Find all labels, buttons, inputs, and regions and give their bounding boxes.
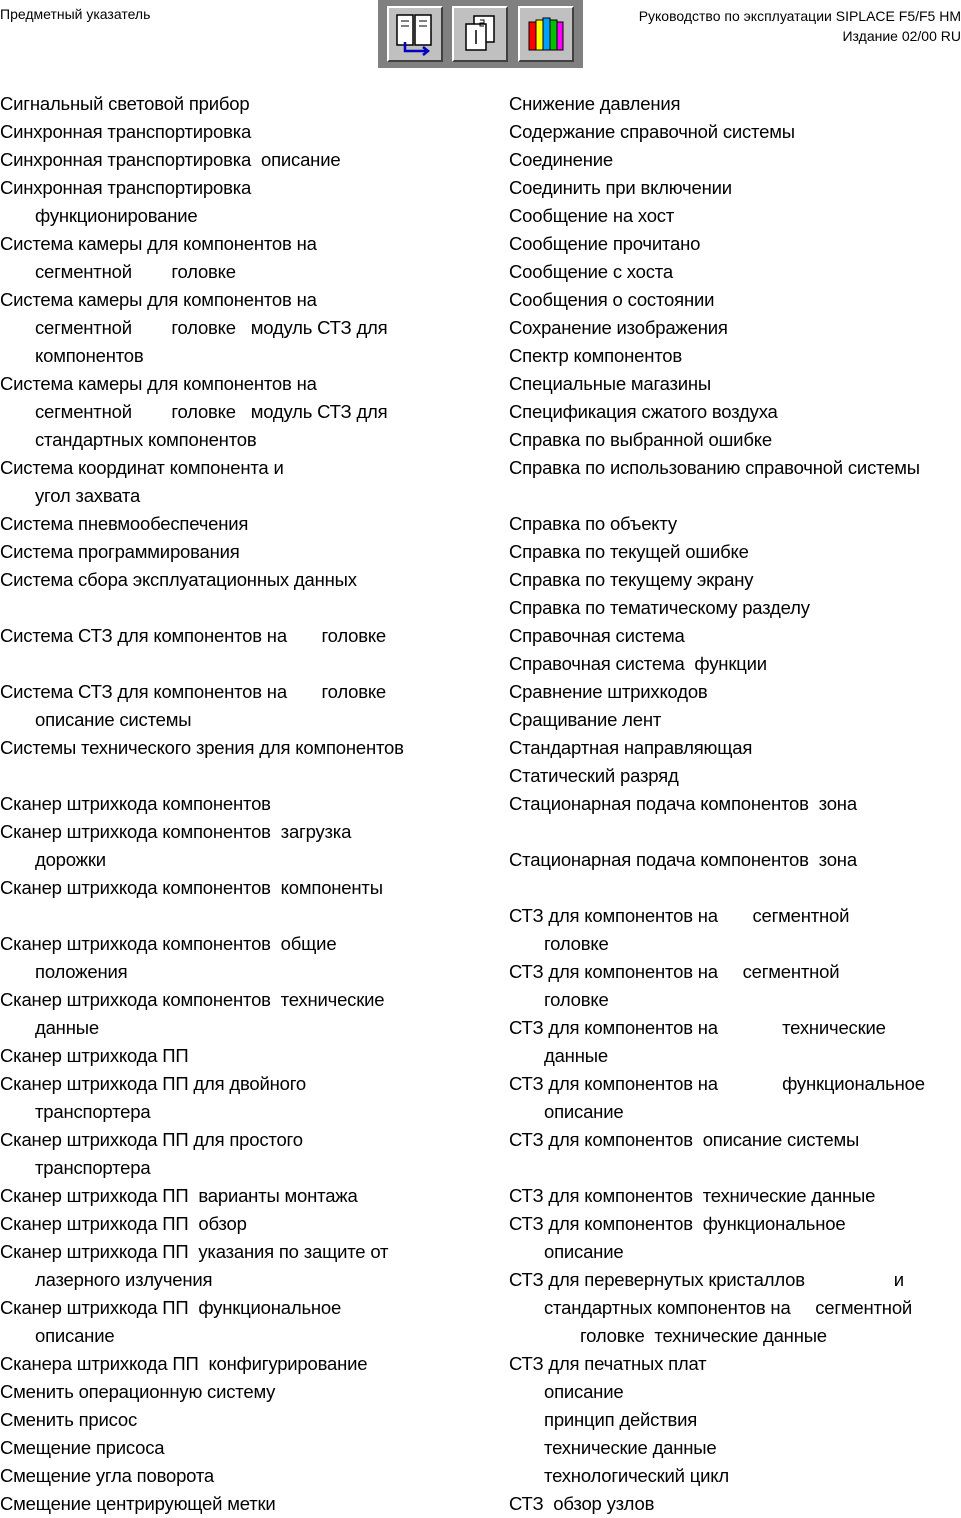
- index-entry[interactable]: Специальные магазины: [509, 373, 712, 394]
- pages-button[interactable]: [452, 6, 508, 62]
- index-entry[interactable]: Сканер штрихкода ПП: [0, 1045, 189, 1066]
- index-entry[interactable]: описание: [544, 1381, 624, 1402]
- index-entry[interactable]: головке: [544, 933, 609, 954]
- index-entry[interactable]: Сканер штрихкода ПП указания по защите от: [0, 1241, 389, 1262]
- index-entry[interactable]: Стандартная направляющая: [509, 737, 753, 758]
- index-entry[interactable]: Статический разряд: [509, 765, 679, 786]
- pages-icon: [458, 12, 502, 56]
- index-entry[interactable]: Система программирования: [0, 541, 240, 562]
- index-entry: [0, 594, 470, 622]
- index-entry[interactable]: Справочная система: [509, 625, 685, 646]
- index-entry[interactable]: положения: [35, 961, 128, 982]
- product-name: SIPLACE F5/F5 HM: [835, 8, 961, 24]
- index-entry[interactable]: Спецификация сжатого воздуха: [509, 401, 778, 422]
- index-entry[interactable]: Сканер штрихкода компонентов общие: [0, 933, 337, 954]
- index-entry[interactable]: Система камеры для компонентов на: [0, 233, 317, 254]
- index-entry[interactable]: Система СТЗ для компонентов на головке: [0, 681, 387, 702]
- index-entry[interactable]: Сканер штрихкода ПП для простого: [0, 1129, 303, 1150]
- index-entry: [0, 650, 470, 678]
- index-entry[interactable]: Снижение давления: [509, 93, 681, 114]
- index-entry[interactable]: Сменить операционную систему: [0, 1381, 276, 1402]
- index-entry[interactable]: Стационарная подача компонентов зона: [509, 793, 857, 814]
- index-entry[interactable]: СТЗ для перевернутых кристаллов и: [509, 1269, 904, 1290]
- index-entry[interactable]: СТЗ для компонентов на функциональное: [509, 1073, 925, 1094]
- index-entry[interactable]: описание: [544, 1101, 624, 1122]
- index-entry[interactable]: Система камеры для компонентов на: [0, 373, 317, 394]
- index-entry[interactable]: Система координат компонента и: [0, 457, 284, 478]
- index-entry[interactable]: Стационарная подача компонентов зона: [509, 849, 857, 870]
- index-entry[interactable]: головке технические данные: [580, 1325, 827, 1346]
- index-entry[interactable]: транспортера: [35, 1157, 151, 1178]
- index-entry[interactable]: СТЗ для печатных плат: [509, 1353, 707, 1374]
- index-entry: [509, 482, 961, 510]
- manual-title: Руководство по эксплуатации: [638, 8, 832, 24]
- index-title: Предметный указатель: [0, 6, 151, 22]
- index-entry[interactable]: Система камеры для компонентов на: [0, 289, 317, 310]
- index-entry[interactable]: Сравнение штрихкодов: [509, 681, 708, 702]
- index-entry[interactable]: Системы технического зрения для компонентов: [0, 737, 404, 758]
- index-entry[interactable]: данные: [544, 1045, 608, 1066]
- index-entry[interactable]: Сигнальный световой прибор: [0, 93, 250, 114]
- index-entry[interactable]: технические данные: [544, 1437, 717, 1458]
- index-entry[interactable]: СТЗ для компонентов на сегментной: [509, 961, 840, 982]
- index-entry[interactable]: стандартных компонентов на сегментной: [544, 1297, 913, 1318]
- library-button[interactable]: [518, 6, 574, 62]
- index-entry[interactable]: Содержание справочной системы: [509, 121, 795, 142]
- index-entry[interactable]: сегментной головке модуль СТЗ для: [35, 401, 388, 422]
- index-entry[interactable]: Справка по использованию справочной системы: [509, 457, 920, 478]
- index-entry[interactable]: Соединить при включении: [509, 177, 732, 198]
- index-entry[interactable]: угол захвата: [35, 485, 141, 506]
- index-entry[interactable]: Сообщение прочитано: [509, 233, 701, 254]
- index-entry: [0, 902, 470, 930]
- books-icon: [524, 12, 568, 56]
- index-entry[interactable]: Синхронная транспортировка описание: [0, 149, 341, 170]
- index-entry[interactable]: дорожки: [35, 849, 106, 870]
- index-entry[interactable]: Система сбора эксплуатационных данных: [0, 569, 357, 590]
- index-entry[interactable]: СТЗ для компонентов описание системы: [509, 1129, 860, 1150]
- index-entry[interactable]: Справка по текущей ошибке: [509, 541, 749, 562]
- index-entry[interactable]: Сканер штрихкода ПП варианты монтажа: [0, 1185, 358, 1206]
- index-entry[interactable]: Смещение центрирующей метки: [0, 1493, 276, 1514]
- index-entry: [509, 818, 961, 846]
- index-entry[interactable]: СТЗ для компонентов технические данные: [509, 1185, 876, 1206]
- index-entry: [0, 762, 470, 790]
- index-entry[interactable]: Сканер штрихкода ПП для двойного: [0, 1073, 306, 1094]
- index-entry: [509, 1154, 961, 1182]
- index-entry[interactable]: Сообщения о состоянии: [509, 289, 715, 310]
- index-entry[interactable]: Сменить присос: [0, 1409, 138, 1430]
- index-entry[interactable]: Сращивание лент: [509, 709, 662, 730]
- index-entry[interactable]: Спектр компонентов: [509, 345, 682, 366]
- index-entry[interactable]: описание: [35, 1325, 115, 1346]
- index-entry[interactable]: Сообщение с хоста: [509, 261, 673, 282]
- index-entry[interactable]: Справка по выбранной ошибке: [509, 429, 772, 450]
- index-entry[interactable]: лазерного излучения: [35, 1269, 213, 1290]
- index-entry[interactable]: Смещение угла поворота: [0, 1465, 215, 1486]
- index-entry[interactable]: принцип действия: [544, 1409, 698, 1430]
- index-entry[interactable]: Сканер штрихкода компонентов технические: [0, 989, 385, 1010]
- index-entry[interactable]: Синхронная транспортировка: [0, 177, 252, 198]
- index-entry[interactable]: Соединение: [509, 149, 614, 170]
- index-entry[interactable]: Сохранение изображения: [509, 317, 728, 338]
- index-entry[interactable]: Сканер штрихкода компонентов загрузка: [0, 821, 352, 842]
- edition: Издание 02/00 RU: [842, 28, 961, 44]
- index-entry[interactable]: транспортера: [35, 1101, 151, 1122]
- index-entry[interactable]: Справка по текущему экрану: [509, 569, 754, 590]
- index-entry[interactable]: Сообщение на хост: [509, 205, 675, 226]
- index-entry[interactable]: сегментной головке: [35, 261, 236, 282]
- index-entry[interactable]: СТЗ для компонентов на технические: [509, 1017, 886, 1038]
- index-entry[interactable]: описание: [544, 1241, 624, 1262]
- index-entry[interactable]: Сканер штрихкода компонентов компоненты: [0, 877, 383, 898]
- index-entry[interactable]: сегментной головке модуль СТЗ для: [35, 317, 388, 338]
- index-entry[interactable]: технологический цикл: [544, 1465, 729, 1486]
- back-page-button[interactable]: [387, 6, 443, 62]
- index-entry[interactable]: СТЗ для компонентов функциональное: [509, 1213, 846, 1234]
- document-header: [639, 6, 961, 46]
- index-entry[interactable]: Система пневмообеспечения: [0, 513, 249, 534]
- index-entry[interactable]: Справка по тематическому разделу: [509, 597, 810, 618]
- index-entry[interactable]: стандартных компонентов: [35, 429, 257, 450]
- back-page-icon: [393, 12, 437, 56]
- index-entry[interactable]: Смещение присоса: [0, 1437, 165, 1458]
- index-entry: [509, 874, 961, 902]
- index-entry[interactable]: Система СТЗ для компонентов на головке: [0, 625, 387, 646]
- index-column-right: [509, 90, 961, 1518]
- index-entry[interactable]: головке: [544, 989, 609, 1010]
- index-entry[interactable]: Сканер штрихкода ПП функциональное: [0, 1297, 342, 1318]
- index-column-left: [0, 90, 470, 1518]
- index-entry[interactable]: Сканер штрихкода ПП обзор: [0, 1213, 247, 1234]
- index-entry[interactable]: Сканера штрихкода ПП конфигурирование: [0, 1353, 368, 1374]
- index-entry[interactable]: Синхронная транспортировка: [0, 121, 252, 142]
- index-entry[interactable]: данные: [35, 1017, 99, 1038]
- navigation-toolbar: [378, 0, 583, 68]
- index-entry[interactable]: СТЗ для компонентов на сегментной: [509, 905, 850, 926]
- index-entry[interactable]: описание системы: [35, 709, 192, 730]
- index-entry[interactable]: СТЗ обзор узлов: [509, 1493, 655, 1514]
- index-entry[interactable]: Справочная система функции: [509, 653, 767, 674]
- index-entry[interactable]: функционирование: [35, 205, 198, 226]
- index-entry[interactable]: Сканер штрихкода компонентов: [0, 793, 271, 814]
- index-entry[interactable]: Справка по объекту: [509, 513, 677, 534]
- index-entry[interactable]: компонентов: [35, 345, 144, 366]
